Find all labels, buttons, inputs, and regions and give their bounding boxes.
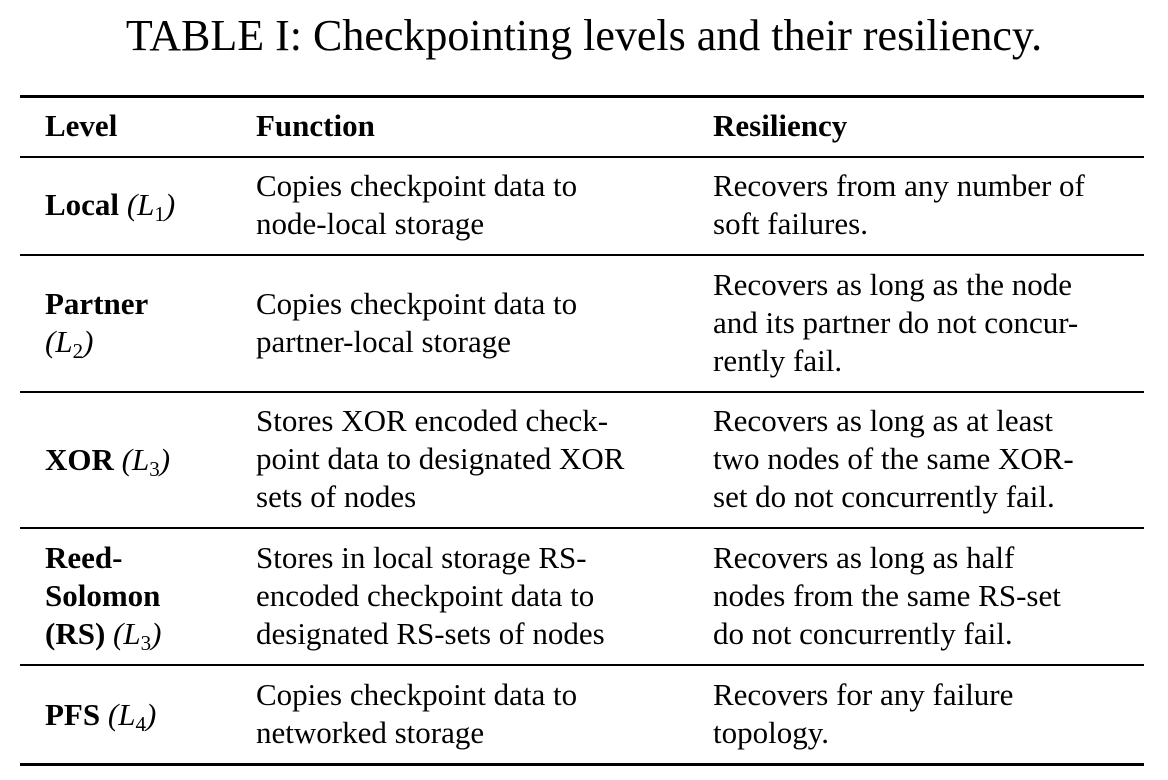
row-xor-resiliency: Recovers as long as at least two nodes of the same XOR- set do not concurrently fail.	[713, 403, 1074, 514]
row-rs-resiliency: Recovers as long as half nodes from the same RS-set do not concurrently fail.	[713, 540, 1061, 651]
row-local-function: Copies checkpoint data to node-local storage	[256, 168, 578, 241]
header-resiliency: Resiliency	[713, 108, 848, 143]
row-rule-3	[20, 527, 1144, 529]
top-rule	[20, 95, 1144, 98]
row-partner-level: Partner $(L_2)$	[45, 286, 149, 363]
row-pfs-function: Copies checkpoint data to networked storage	[256, 677, 578, 750]
row-pfs-resiliency: Recovers for any failure topology.	[713, 677, 1014, 750]
header-rule	[20, 156, 1144, 158]
row-pfs-level: PFS $(L_4)$	[45, 697, 157, 736]
table-caption: TABLE I: Checkpointing levels and their resiliency.	[125, 11, 1043, 60]
bottom-rule	[20, 763, 1144, 766]
row-xor-level: XOR $(L_3)$	[45, 442, 171, 481]
row-rs-level: Reed- Solomon (RS) $(L_3)$	[45, 540, 162, 655]
row-rule-2	[20, 391, 1144, 393]
row-local-resiliency: Recovers from any number of soft failures.	[713, 168, 1085, 241]
row-partner-function: Copies checkpoint data to partner-local storage	[256, 286, 578, 359]
row-local-level: Local $(L_1)$	[45, 187, 176, 226]
row-partner-resiliency: Recovers as long as the node and its partner do not concur- rently fail.	[713, 267, 1079, 378]
row-xor-function: Stores XOR encoded check- point data to designated XOR sets of nodes	[256, 403, 625, 514]
header-level: Level	[45, 108, 118, 143]
row-rule-4	[20, 664, 1144, 666]
header-function: Function	[256, 108, 375, 143]
row-rule-1	[20, 254, 1144, 256]
row-rs-function: Stores in local storage RS- encoded checkpoint data to designated RS-sets of nodes	[256, 540, 605, 651]
